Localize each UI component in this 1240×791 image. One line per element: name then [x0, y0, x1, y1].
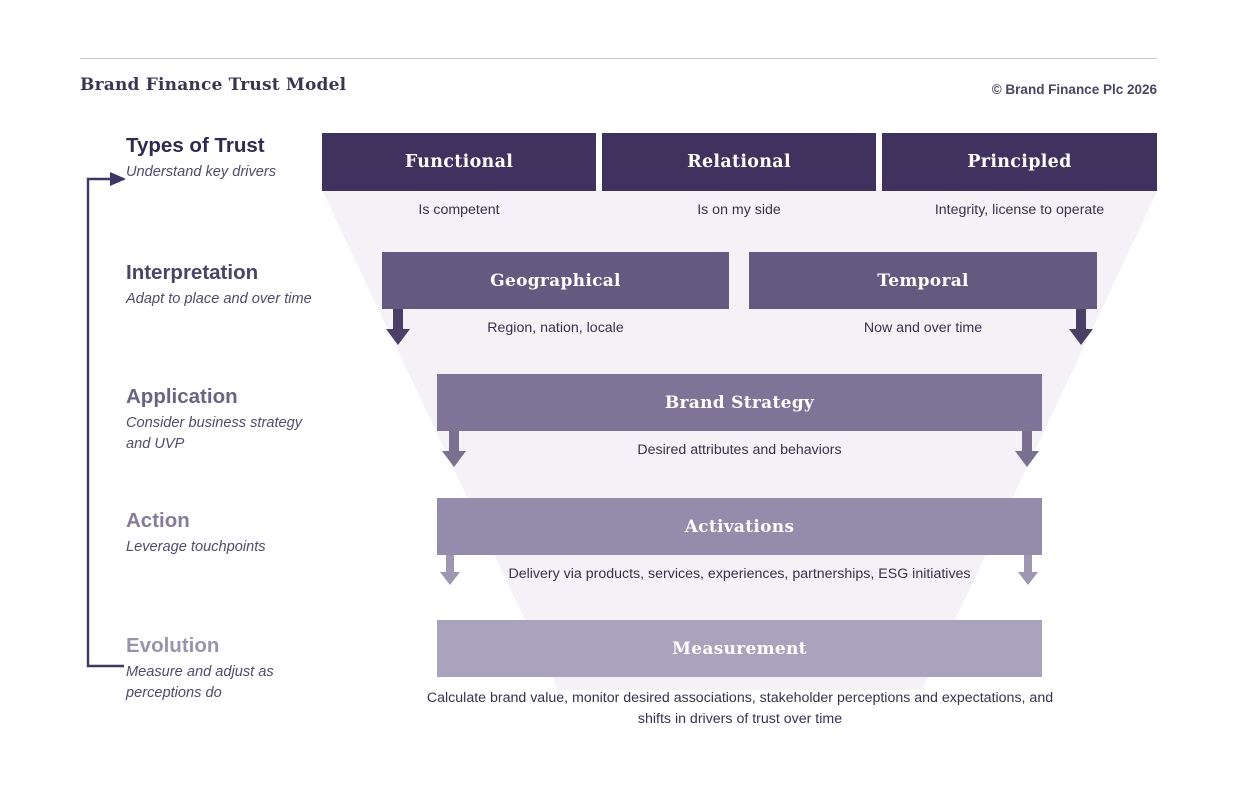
stage-subtitle: Consider business strategy and UVP	[126, 414, 303, 452]
header-divider	[80, 58, 1157, 59]
box-label: Principled	[967, 152, 1072, 172]
caption-measurement: Calculate brand value, monitor desired associations, stakeholder perceptions and expectations, and shifts in drivers of trust over time	[426, 690, 1054, 727]
box-brand-strategy[interactable]	[437, 374, 1042, 431]
caption-functional: Is competent	[418, 202, 500, 218]
stage-title: Application	[126, 385, 238, 408]
arrow-down-right-interpretation	[1069, 309, 1093, 345]
arrow-down-left-interpretation	[386, 309, 410, 345]
box-label: Functional	[404, 152, 514, 172]
copyright-notice: © Brand Finance Plc 2026	[991, 82, 1157, 97]
box-relational[interactable]	[602, 133, 876, 191]
stage-subtitle: Leverage touchpoints	[126, 538, 266, 555]
arrow-down-right-application	[1015, 431, 1039, 467]
box-geographical[interactable]	[382, 252, 729, 309]
box-label: Activations	[684, 516, 795, 537]
arrow-down-left-application	[442, 431, 466, 467]
box-activations[interactable]	[437, 498, 1042, 555]
stage-title: Types of Trust	[126, 134, 265, 157]
box-functional[interactable]	[322, 133, 596, 191]
box-principled[interactable]	[882, 133, 1157, 191]
caption-temporal: Now and over time	[863, 320, 983, 336]
stage-title: Interpretation	[126, 261, 259, 284]
process-loop-bracket	[80, 170, 126, 675]
stage-label-types-of-trust	[126, 134, 316, 183]
stage-title: Action	[126, 509, 190, 532]
box-label: Geographical	[490, 270, 621, 291]
caption-principled: Integrity, license to operate	[934, 202, 1105, 218]
caption-brand-strategy: Desired attributes and behaviors	[637, 442, 842, 458]
stage-subtitle: Measure and adjust as perceptions do	[126, 663, 274, 701]
box-temporal[interactable]	[749, 252, 1097, 309]
caption-geographical: Region, nation, locale	[487, 320, 624, 336]
stage-label-action	[126, 509, 316, 558]
stage-subtitle: Understand key drivers	[126, 163, 277, 180]
stage-title: Evolution	[126, 634, 220, 657]
box-measurement[interactable]	[437, 620, 1042, 677]
page-title: Brand Finance Trust Model	[80, 75, 347, 95]
caption-relational: Is on my side	[697, 202, 781, 218]
stage-label-evolution	[126, 634, 316, 704]
arrow-down-left-action	[440, 555, 460, 585]
stage-label-interpretation	[126, 261, 316, 310]
stage-label-application	[126, 385, 316, 455]
box-label: Relational	[687, 152, 791, 172]
box-label: Brand Strategy	[664, 392, 815, 413]
arrow-down-right-action	[1018, 555, 1038, 585]
stage-subtitle: Adapt to place and over time	[126, 290, 312, 307]
box-label: Temporal	[877, 270, 969, 291]
caption-activations: Delivery via products, services, experiences, partnerships, ESG initiatives	[508, 566, 971, 582]
box-label: Measurement	[672, 638, 807, 659]
